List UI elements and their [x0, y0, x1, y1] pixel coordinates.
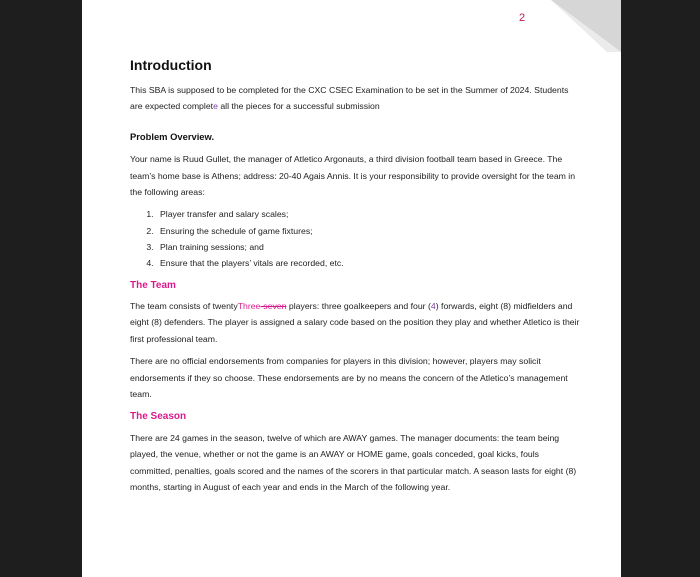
team-inserted-text: Three: [237, 301, 261, 312]
season-heading: The Season: [130, 411, 187, 423]
intro-edit-mark: e: [213, 101, 218, 112]
team-paragraph: [130, 298, 580, 347]
team-text-part-3: ) forwards, eight (8) midfielders and eight (8) defenders. The player is assigned a salary code based on the position they play and whether Atletico is their first professional team.: [130, 301, 580, 344]
list-item: 1. Player transfer and salary scales;: [156, 206, 580, 222]
list-item: 2. Ensuring the schedule of game fixtures;: [156, 223, 580, 239]
team-text-part-1: The team consists of twenty: [130, 301, 238, 312]
page-content: [130, 56, 580, 496]
page-curl-icon: [551, 0, 621, 52]
responsibility-list: [130, 206, 580, 271]
season-paragraph: There are 24 games in the season, twelve of which are AWAY games. The manager documents: the team being played, the venue, whether or not the game is an AWAY or HOME game, goals conceded, goal kicks, fouls committed, penalties, goals scored and the names of the scorers in that particular match. A season lasts for eight (8) months, starting in August of each year and ends in the March of the following year.: [130, 432, 577, 493]
team-four-digit: 4: [430, 301, 436, 312]
problem-overview-paragraph: Your name is Ruud Gullet, the manager of Atletico Argonauts, a third division football team based in Greece. The team’s home base is Athens; address: 20-40 Agais Annis. It is your responsibility to provide oversight for the team in the following areas:: [130, 154, 576, 198]
introduction-paragraph: [130, 82, 580, 115]
list-item: 3. Plan training sessions; and: [156, 239, 580, 255]
page-number: 2: [519, 12, 526, 24]
introduction-heading: Introduction: [130, 57, 212, 73]
endorsement-paragraph: There are no official endorsements from companies for players in this division; however, players may solicit endorsements if they so choose. These endorsements are by no means the concern of the Atletico’s management team.: [130, 356, 568, 400]
team-heading: The Team: [130, 279, 176, 291]
intro-text-part-1: This SBA is supposed to be completed for the CXC CSEC Examination to be set in the Summer of 2024. Students are expected complet: [130, 85, 569, 112]
team-deleted-text: -seven: [260, 301, 287, 312]
team-text-part-2: players: three goalkeepers and four (: [286, 301, 431, 312]
document-page: [82, 0, 621, 577]
problem-overview-heading: Problem Overview.: [130, 130, 215, 142]
list-item: 4. Ensure that the players’ vitals are recorded, etc.: [156, 255, 580, 271]
intro-text-part-2: all the pieces for a successful submission: [217, 101, 380, 112]
